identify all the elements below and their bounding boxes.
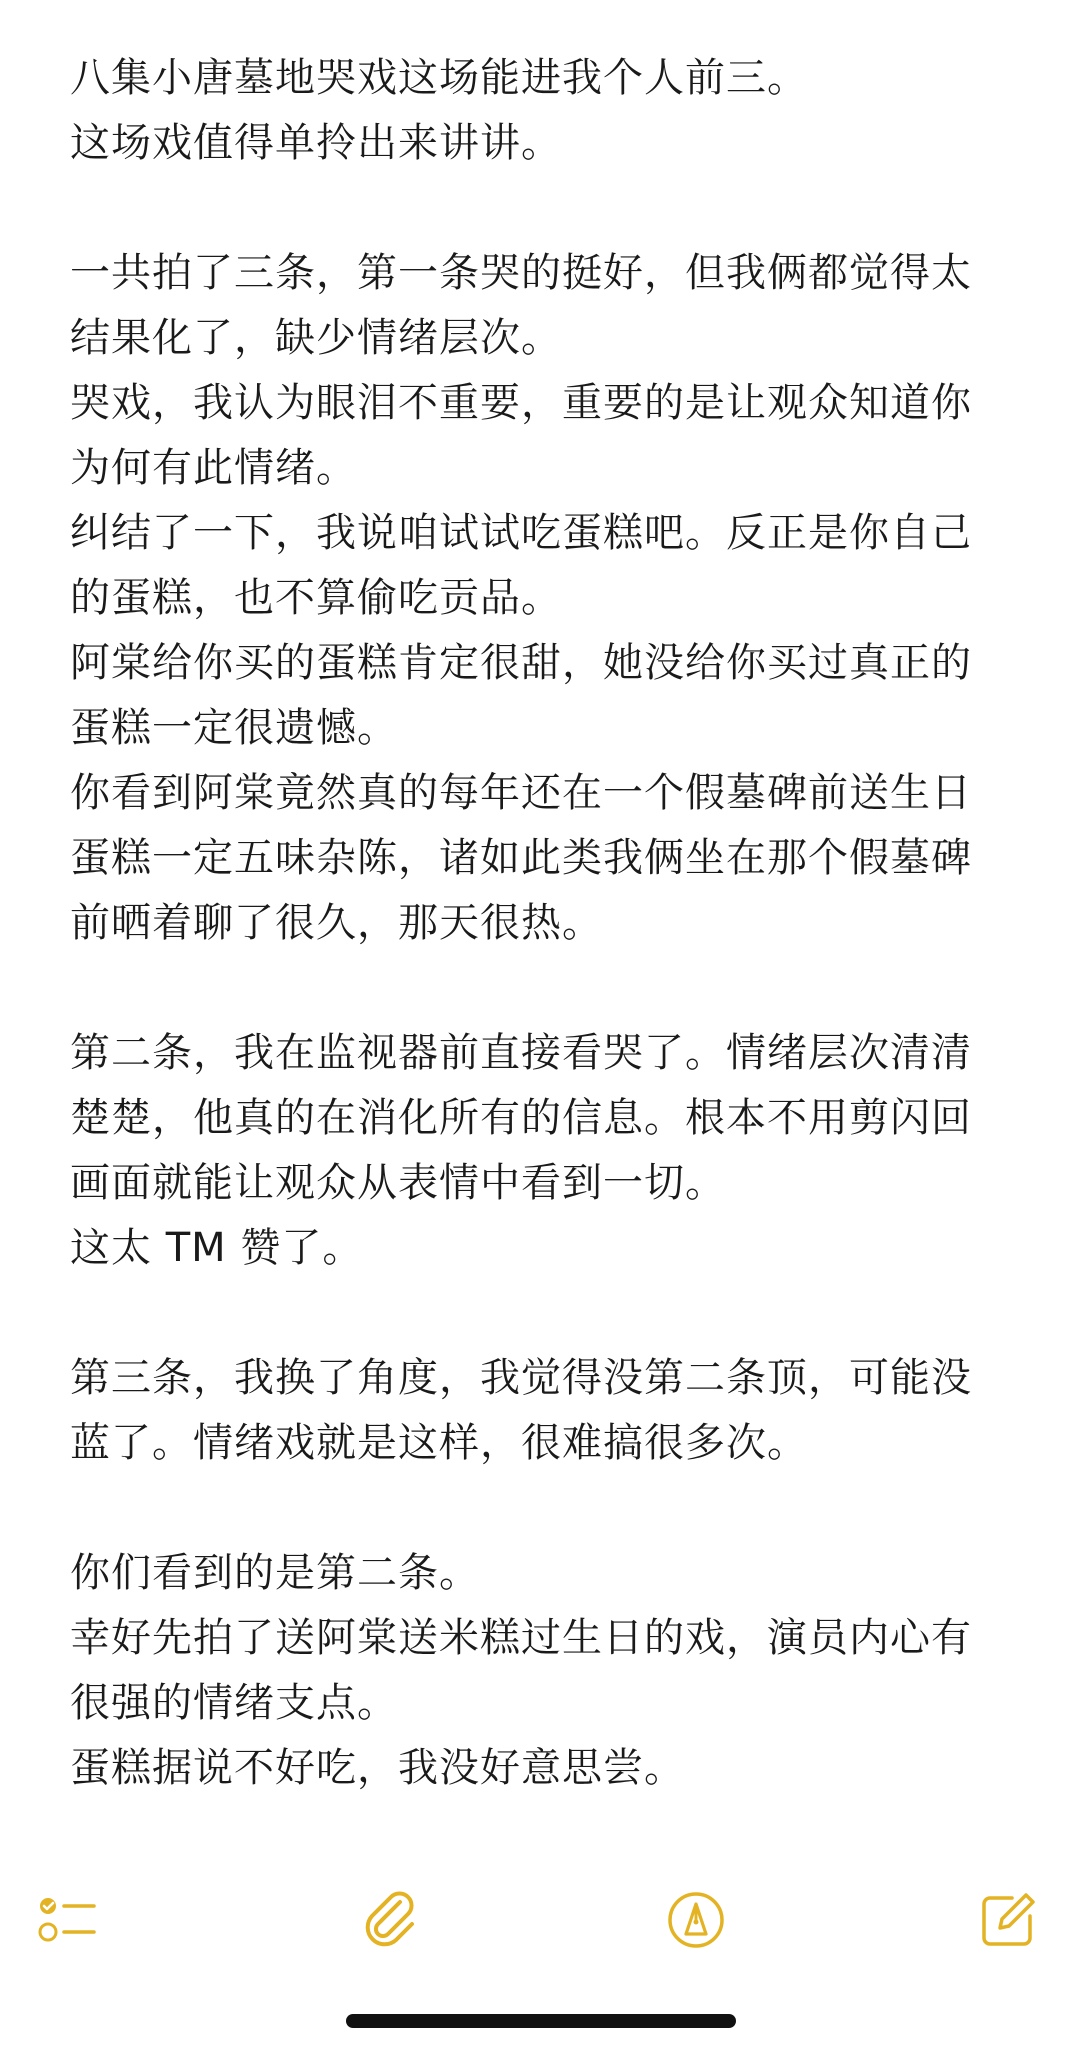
- note-line: 阿棠给你买的蛋糕肯定很甜，她没给你买过真正的: [70, 640, 972, 686]
- note-line: 蛋糕据说不好吃，我没好意思尝。: [70, 1745, 685, 1791]
- note-line: 这场戏值得单拎出来讲讲。: [70, 120, 562, 166]
- note-line: 前晒着聊了很久，那天很热。: [70, 900, 603, 946]
- home-indicator[interactable]: [346, 2014, 736, 2028]
- note-line: 第二条，我在监视器前直接看哭了。情绪层次清清: [70, 1030, 972, 1076]
- note-body[interactable]: [70, 46, 1030, 1801]
- markup-button[interactable]: [656, 1880, 736, 1960]
- note-line: [70, 956, 1030, 1021]
- note-line: 楚楚，他真的在消化所有的信息。根本不用剪闪回: [70, 1095, 972, 1141]
- note-line: [70, 1281, 1030, 1346]
- compose-button[interactable]: [968, 1880, 1048, 1960]
- note-line: [70, 176, 1030, 241]
- note-line: 你们看到的是第二条。: [70, 1550, 480, 1596]
- note-line: 很强的情绪支点。: [70, 1680, 398, 1726]
- note-line: 蛋糕一定很遗憾。: [70, 705, 398, 751]
- bottom-toolbar: [0, 1880, 1080, 1980]
- note-line: 蛋糕一定五味杂陈，诸如此类我俩坐在那个假墓碑: [70, 835, 972, 881]
- attachment-button[interactable]: [352, 1880, 432, 1960]
- compose-icon: [976, 1888, 1040, 1952]
- note-line: 纠结了一下，我说咱试试吃蛋糕吧。反正是你自己: [70, 510, 972, 556]
- markup-icon: [664, 1888, 728, 1952]
- note-line: 画面就能让观众从表情中看到一切。: [70, 1160, 726, 1206]
- note-line: 哭戏，我认为眼泪不重要，重要的是让观众知道你: [70, 380, 972, 426]
- checklist-icon: [36, 1888, 100, 1952]
- note-line: 幸好先拍了送阿棠送米糕过生日的戏，演员内心有: [70, 1615, 972, 1661]
- note-line: 八集小唐墓地哭戏这场能进我个人前三。: [70, 55, 808, 101]
- note-line: [70, 1476, 1030, 1541]
- note-line: 一共拍了三条，第一条哭的挺好，但我俩都觉得太: [70, 250, 972, 296]
- note-line: 你看到阿棠竟然真的每年还在一个假墓碑前送生日: [70, 770, 972, 816]
- note-line: 第三条，我换了角度，我觉得没第二条顶，可能没: [70, 1355, 972, 1401]
- note-line: 结果化了，缺少情绪层次。: [70, 315, 562, 361]
- checklist-button[interactable]: [28, 1880, 108, 1960]
- note-line: 的蛋糕，也不算偷吃贡品。: [70, 575, 562, 621]
- note-line: 蓝了。情绪戏就是这样，很难搞很多次。: [70, 1420, 808, 1466]
- note-line: 为何有此情绪。: [70, 445, 357, 491]
- attachment-icon: [360, 1888, 424, 1952]
- note-line: 这太 TM 赞了。: [70, 1225, 364, 1271]
